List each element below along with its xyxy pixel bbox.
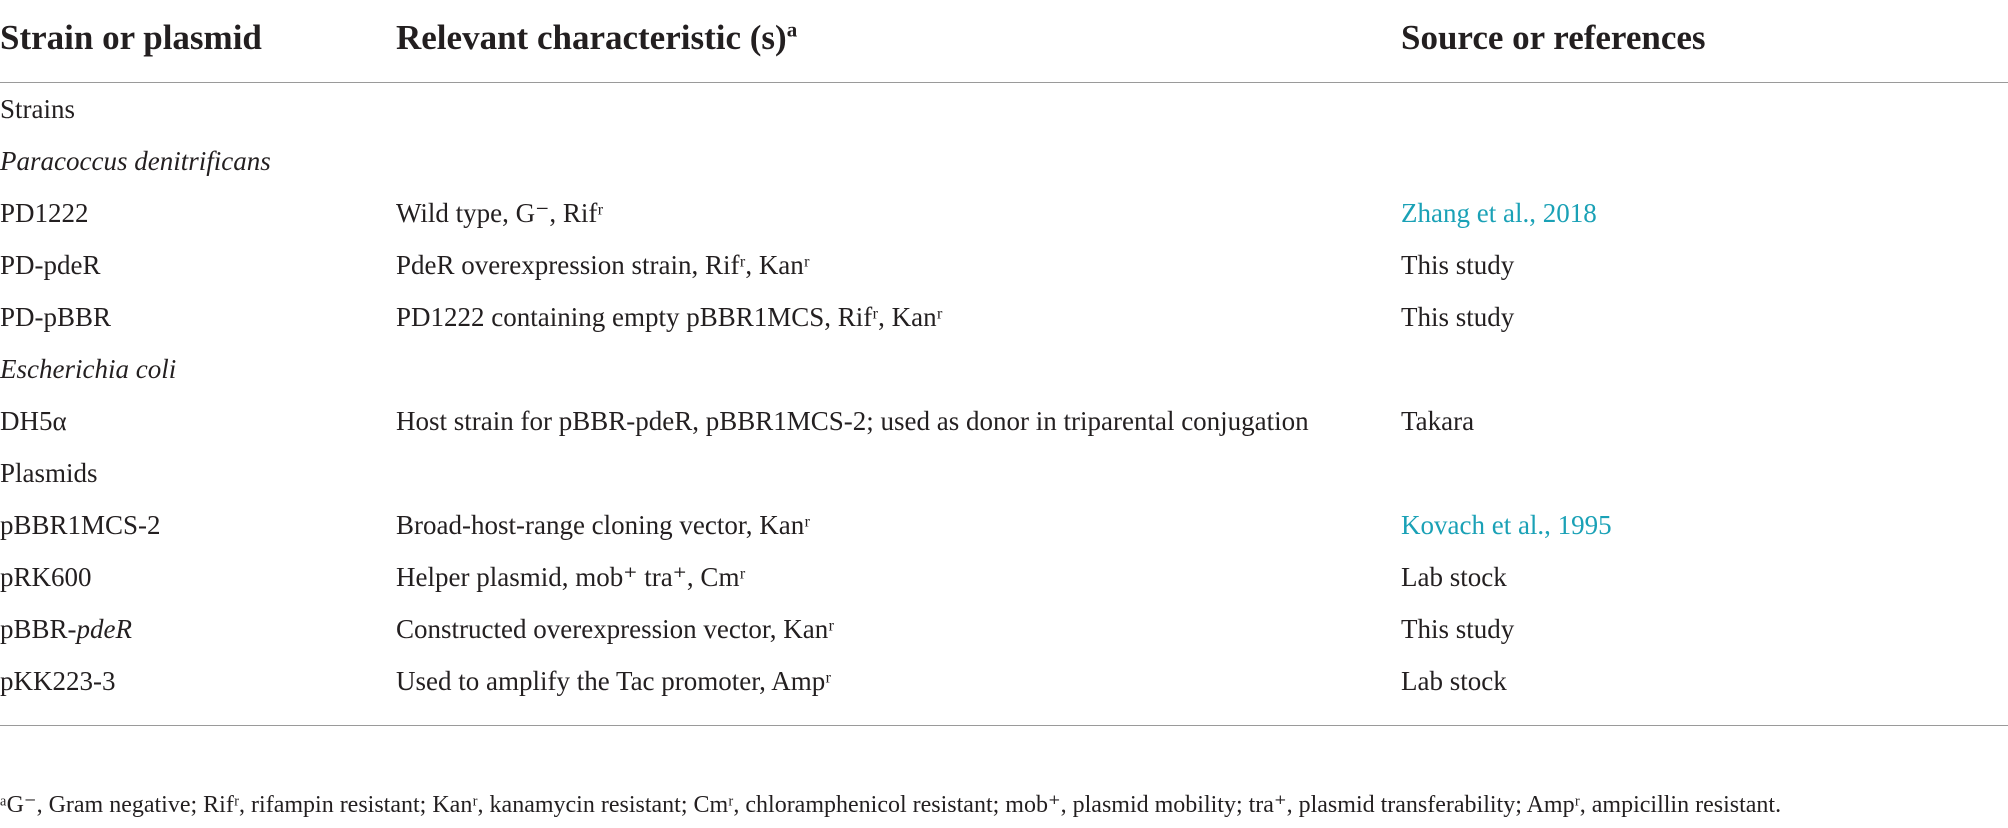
table-bottom-rule (0, 725, 2008, 726)
table-row (0, 244, 2008, 296)
table-row (0, 608, 2008, 660)
strain-name: PD1222 (0, 198, 89, 228)
source: This study (1401, 250, 1515, 280)
plasmid-name-prefix: pBBR- (0, 614, 77, 644)
table-row-organism-ecoli (0, 348, 2008, 400)
plasmid-name: pKK223-3 (0, 666, 116, 696)
strain-name: DH5α (0, 406, 67, 436)
table-footnote: ᵃG⁻, Gram negative; Rifʳ, rifampin resistant; Kanʳ, kanamycin resistant; Cmʳ, chloramphenicol resistant; mob⁺, plasmid mobility; tra⁺, plasmid transferability; Ampʳ, ampicillin resistant. (0, 792, 1782, 818)
characteristic: Used to amplify the Tac promoter, Ampʳ (396, 666, 832, 696)
plasmid-name (0, 614, 132, 645)
header-strain-or-plasmid: Strain or plasmid (0, 18, 262, 57)
header-source-or-references: Source or references (1401, 18, 1706, 57)
strain-name: PD-pdeR (0, 250, 101, 280)
characteristic: PD1222 containing empty pBBR1MCS, Rifʳ, Kanʳ (396, 302, 943, 332)
table-row (0, 192, 2008, 244)
source: Lab stock (1401, 562, 1507, 592)
table-row-section-strains (0, 88, 2008, 140)
header-relevant-characteristics-label: Relevant characteristic (s) (396, 18, 787, 57)
strain-name: PD-pBBR (0, 302, 112, 332)
characteristic: Broad-host-range cloning vector, Kanʳ (396, 510, 811, 540)
source: This study (1401, 614, 1515, 644)
table-row (0, 556, 2008, 608)
header-footnote-marker: a (786, 17, 798, 42)
table-header (0, 0, 2008, 83)
source: This study (1401, 302, 1515, 332)
source: Takara (1401, 406, 1475, 436)
section-label-plasmids: Plasmids (0, 458, 98, 488)
organism-label-ecoli: Escherichia coli (0, 354, 177, 384)
plasmid-name-gene: pdeR (76, 614, 133, 644)
characteristic: Host strain for pBBR-pdeR, pBBR1MCS-2; used as donor in triparental conjugation (396, 406, 1309, 436)
table-row (0, 296, 2008, 348)
section-label-strains: Strains (0, 94, 76, 124)
plasmid-name: pRK600 (0, 562, 92, 592)
table-row (0, 660, 2008, 712)
header-relevant-characteristics (396, 18, 797, 58)
source: Lab stock (1401, 666, 1507, 696)
organism-label-paracoccus: Paracoccus denitrificans (0, 146, 271, 176)
table-row-organism-paracoccus (0, 140, 2008, 192)
plasmid-name: pBBR1MCS-2 (0, 510, 161, 540)
table-row-section-plasmids (0, 452, 2008, 504)
characteristic: Constructed overexpression vector, Kanʳ (396, 614, 835, 644)
characteristic: Wild type, G⁻, Rifʳ (396, 198, 604, 228)
table-row (0, 400, 2008, 452)
table-row (0, 504, 2008, 556)
reference-link-zhang-2018[interactable]: Zhang et al., 2018 (1401, 198, 1597, 228)
characteristic: PdeR overexpression strain, Rifʳ, Kanʳ (396, 250, 810, 280)
reference-link-kovach-1995[interactable]: Kovach et al., 1995 (1401, 510, 1612, 540)
characteristic: Helper plasmid, mob⁺ tra⁺, Cmʳ (396, 562, 746, 592)
